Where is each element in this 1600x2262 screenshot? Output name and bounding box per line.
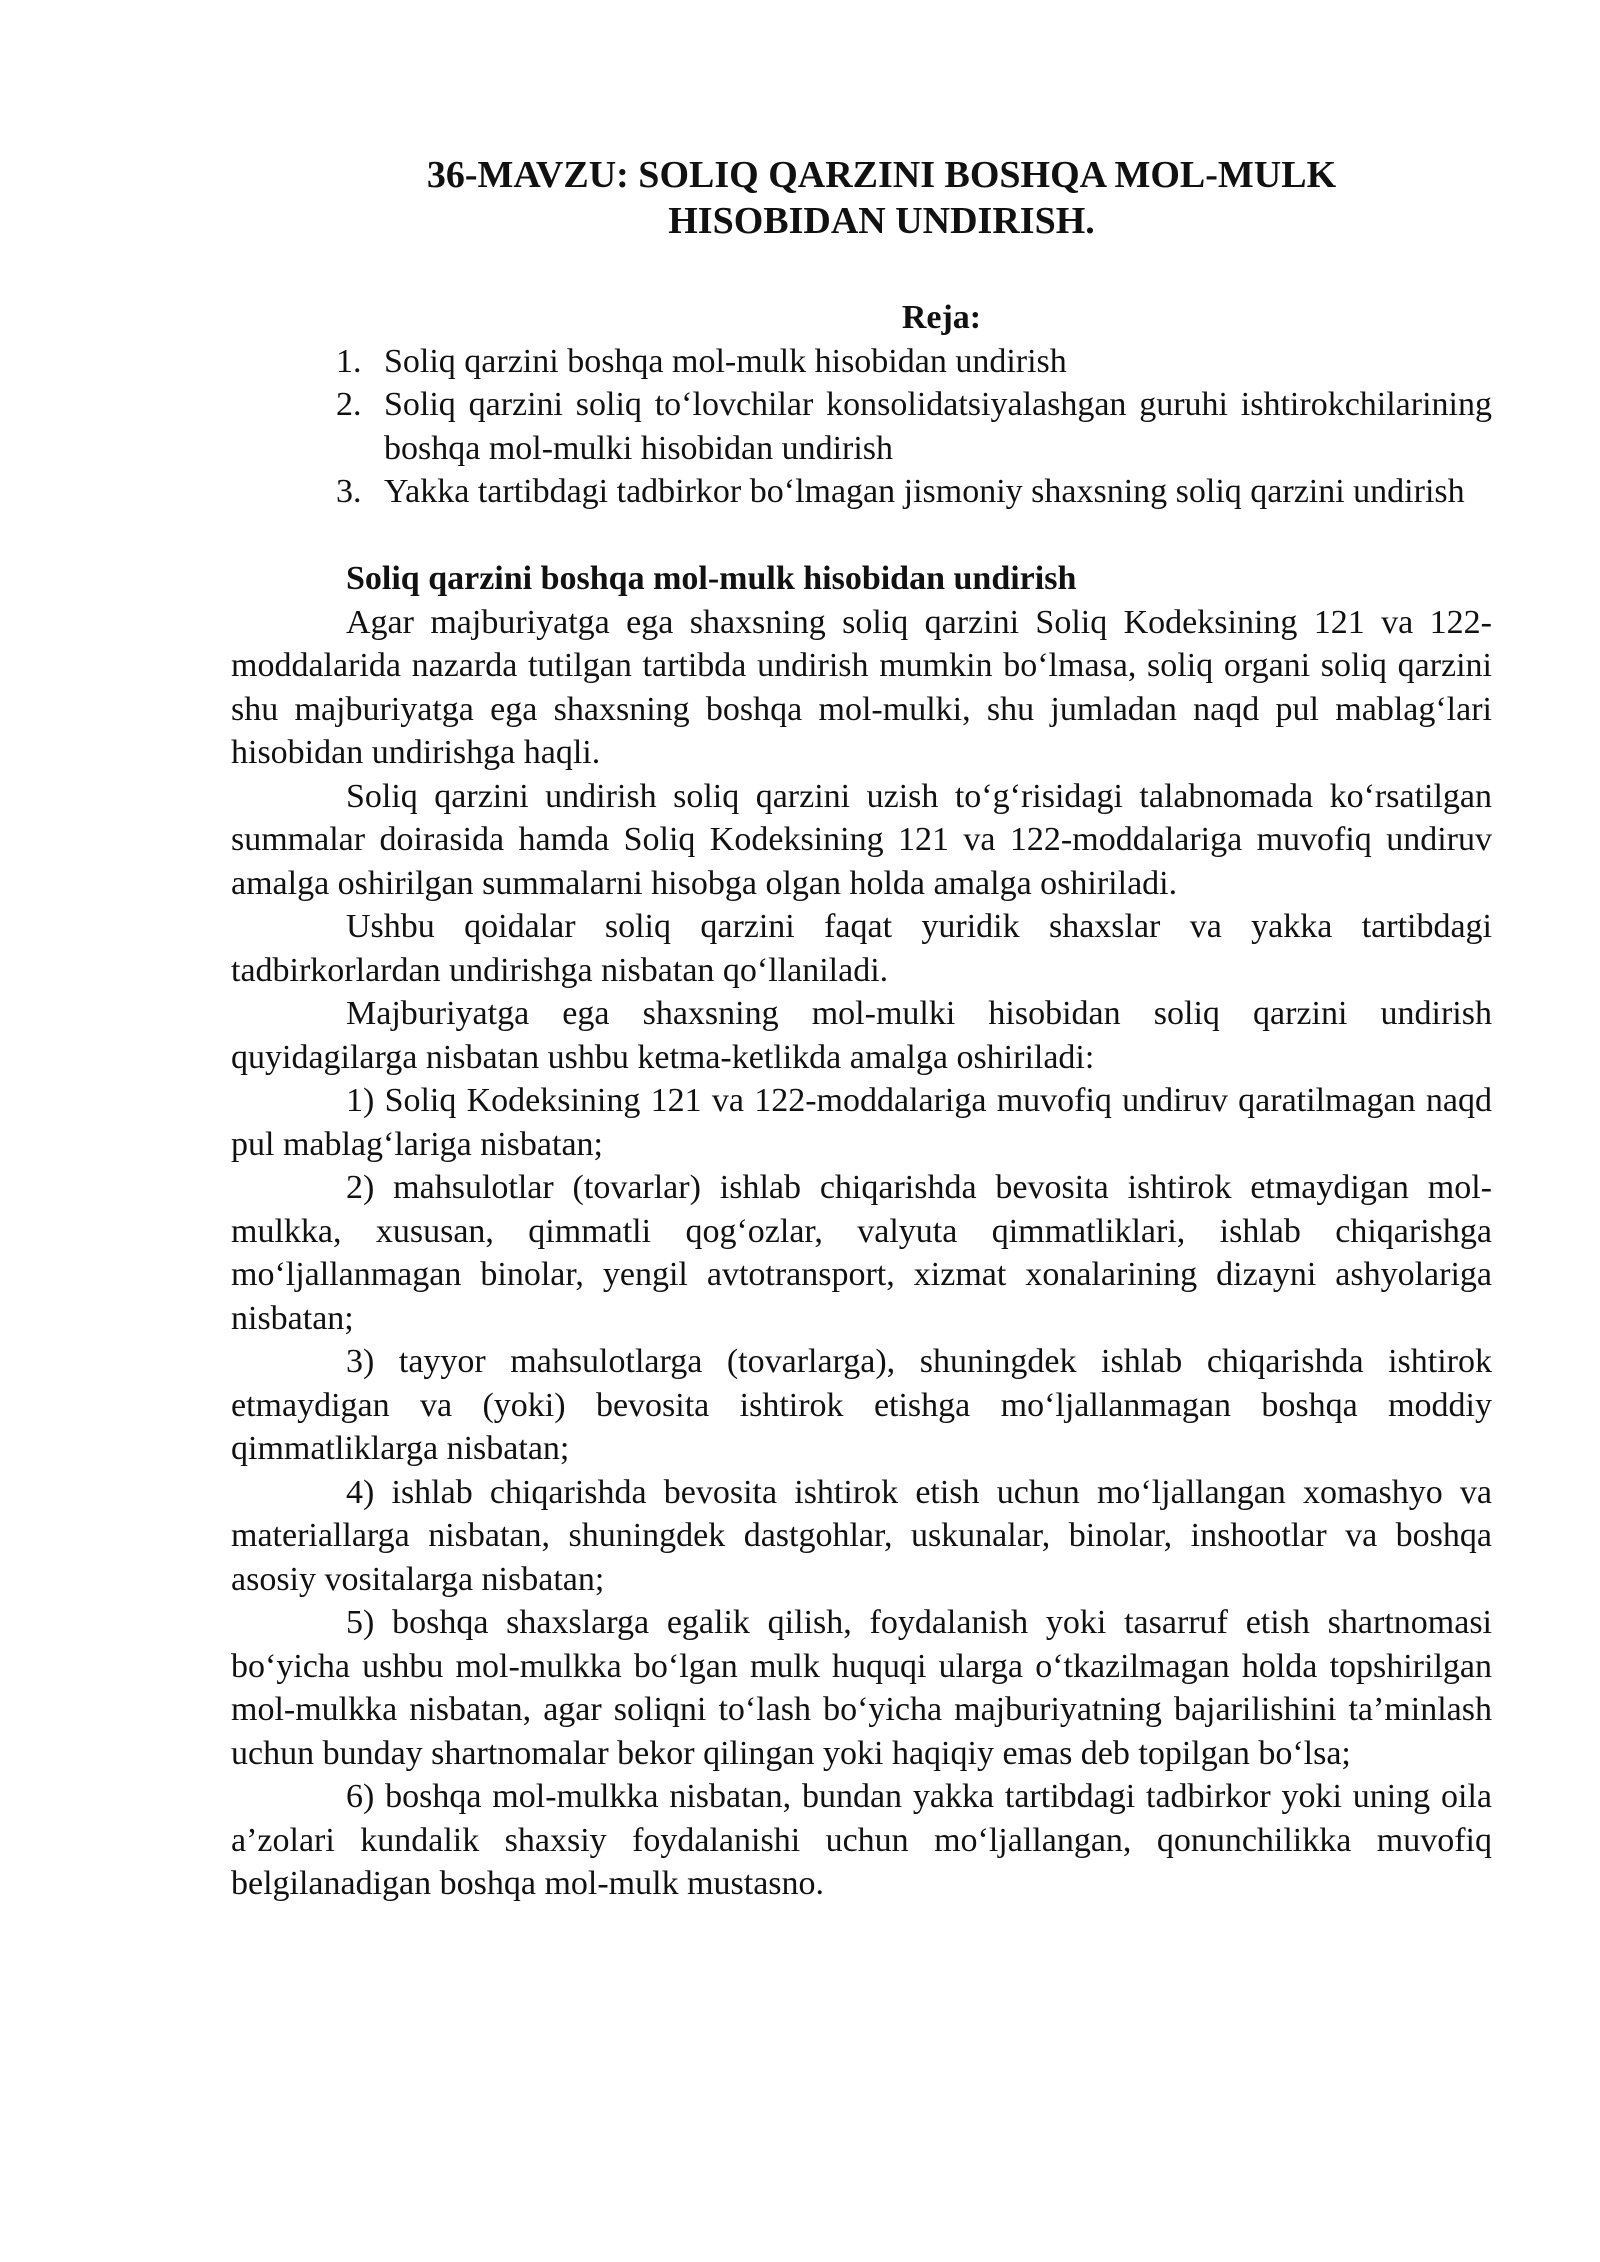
paragraph: Agar majburiyatga ega shaxsning soliq qarzini Soliq Kodeksining 121 va 122-moddalarida nazarda tutilgan tartibda undirish mumkin bo‘lmasa, soliq organi soliq qarzini shu majburiyatga ega shaxsning boshqa mol-mulki, shu jumladan naqd pul mablag‘lari hisobidan undirishga haqli. [231,603,1492,771]
plan-item-number: 2. [336,386,362,423]
plan-item-text: Soliq qarzini boshqa mol-mulk hisobidan undirish [384,342,1067,380]
plan-item-text: Yakka tartibdagi tadbirkor bo‘lmagan jismoniy shaxsning soliq qarzini undirish [384,473,1465,510]
list-item-4: 4) ishlab chiqarishda bevosita ishtirok etish uchun mo‘ljallangan xomashyo va materiallarga nisbatan, shuningdek dastgohlar, uskunalar, binolar, inshootlar va boshqa asosiy vositalarga nisbatan; [231,1473,1492,1598]
document-page [231,152,1492,1906]
paragraph: Majburiyatga ega shaxsning mol-mulki hisobidan soliq qarzini undirish quyidagilarga nisbatan ushbu ketma-ketlikda amalga oshiriladi: [231,995,1492,1076]
plan-item-2 [336,383,1492,470]
plan-list [231,340,1492,514]
plan-item-number: 1. [336,342,362,380]
plan-label: Reja: [901,299,982,336]
list-item-3: 3) tayyor mahsulotlarga (tovarlarga), shuningdek ishlab chiqarishda ishtirok etmaydigan va (yoki) bevosita ishtirok etishga mo‘ljallanmagan boshqa moddiy qimmatliklarga nisbatan; [231,1343,1492,1467]
list-item-2: 2) mahsulotlar (tovarlar) ishlab chiqarishda bevosita ishtirok etmaydigan mol-mulkka, xususan, qimmatli qog‘ozlar, valyuta qimmatliklari, ishlab chiqarishga mo‘ljallanmagan binolar, yengil avtotransport, xizmat xonalarining dizayni ashyolariga nisbatan; [231,1169,1492,1337]
section-heading: Soliq qarzini boshqa mol-mulk hisobidan undirish [346,560,1077,597]
title-line-2: HISOBIDAN UNDIRISH. [668,200,1095,242]
document-title [231,152,1492,244]
list-item-6: 6) boshqa mol-mulkka nisbatan, bundan yakka tartibdagi tadbirkor yoki uning oila a’zolari kundalik shaxsiy foydalanishi uchun mo‘ljallangan, qonunchilikka muvofiq belgilanadigan boshqa mol-mulk mustasno. [231,1778,1492,1902]
plan-item-text: Soliq qarzini soliq to‘lovchilar konsolidatsiyalashgan guruhi ishtirokchilarining boshqa mol-mulki hisobidan undirish [384,386,1492,467]
plan-item-number: 3. [336,473,362,510]
list-item-5: 5) boshqa shaxslarga egalik qilish, foydalanish yoki tasarruf etish shartnomasi bo‘yicha ushbu mol-mulkka bo‘lgan mulk huquqi ularga o‘tkazilmagan holda topshirilgan mol-mulkka nisbatan, agar soliqni to‘lash bo‘yicha majburiyatning bajarilishini ta’minlash uchun bunday shartnomalar bekor qilingan yoki haqiqiy emas deb topilgan bo‘lsa; [231,1604,1492,1772]
plan-item-1 [336,340,1492,384]
paragraph: Ushbu qoidalar soliq qarzini faqat yuridik shaxslar va yakka tartibdagi tadbirkorlardan undirishga nisbatan qo‘llaniladi. [231,908,1492,989]
paragraph: Soliq qarzini undirish soliq qarzini uzish to‘g‘risidagi talabnomada ko‘rsatilgan summalar doirasida hamda Soliq Kodeksining 121 va 122-moddalariga muvofiq undiruv amalga oshirilgan summalarni hisobga olgan holda amalga oshiriladi. [231,777,1492,902]
list-item-1: 1) Soliq Kodeksining 121 va 122-moddalariga muvofiq undiruv qaratilmagan naqd pul mablag‘lariga nisbatan; [231,1082,1492,1163]
plan-item-3 [336,470,1492,514]
title-line-1: 36-MAVZU: SOLIQ QARZINI BOSHQA MOL-MULK [426,154,1337,196]
